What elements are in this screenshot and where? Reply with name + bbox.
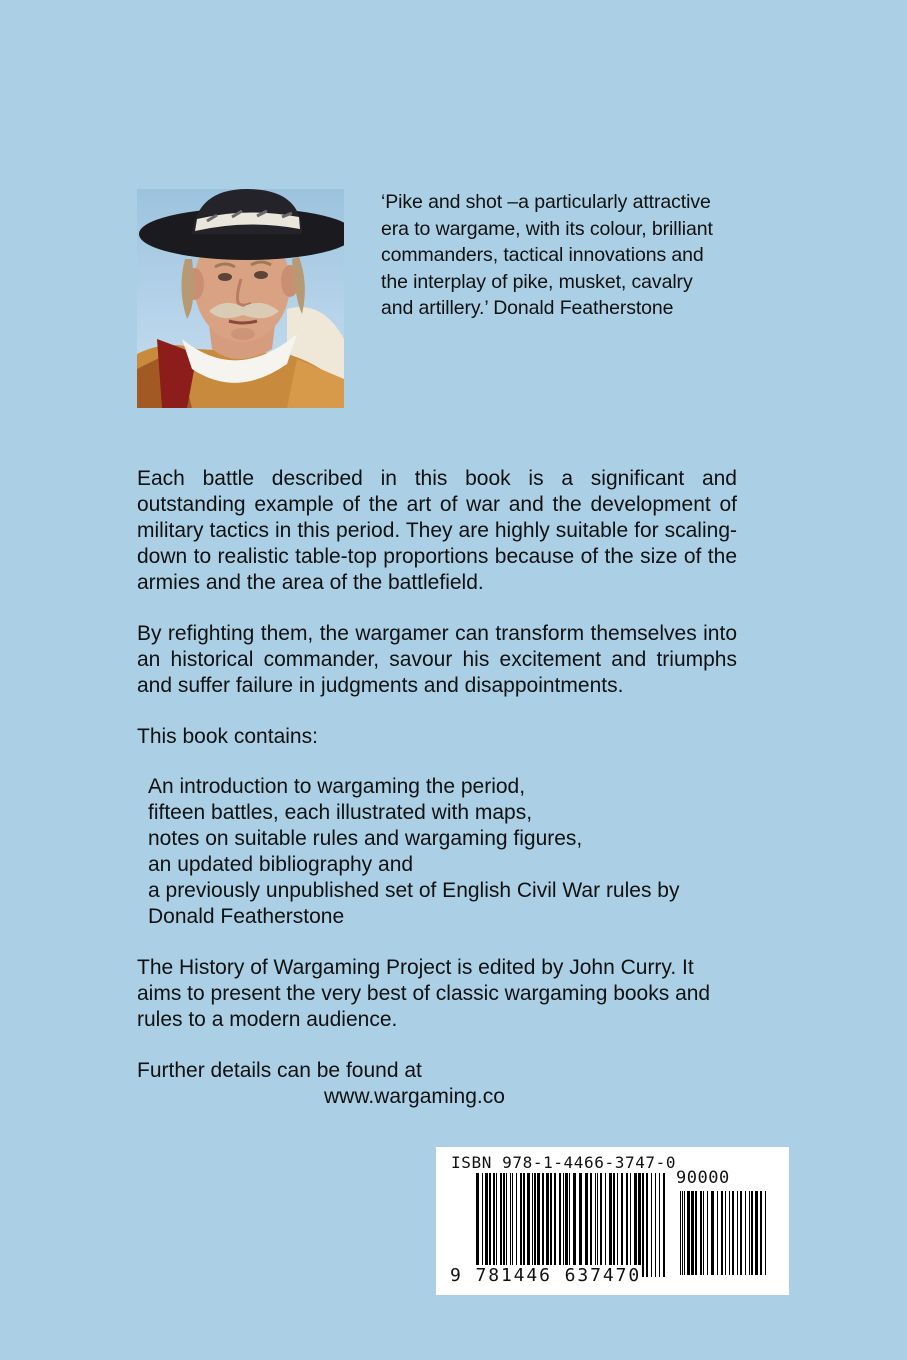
barcode-bar (765, 1191, 766, 1275)
barcode-bar (755, 1191, 758, 1275)
list-item: An introduction to wargaming the period, (148, 775, 526, 798)
barcode-bar (740, 1191, 742, 1275)
barcode-bar (711, 1191, 714, 1275)
barcode-bar (707, 1191, 708, 1275)
barcode-bar (476, 1173, 479, 1277)
barcode-bar (563, 1173, 564, 1277)
barcode-bar (663, 1173, 665, 1277)
battle-description-paragraph: Each battle described in this book is a significant and outstanding example of the art of war and the development of military tactics in this period. They are highly suitable for scaling-down to realistic table-top proportions because of the size of the armies and the area of the battlefield. (137, 467, 737, 594)
barcode-bar (609, 1173, 612, 1277)
project-paragraph: The History of Wargaming Project is edited by John Curry. It aims to present the very best of classic wargaming books and rules to a modern audience. (137, 956, 711, 1031)
isbn-barcode (436, 1147, 789, 1295)
barcode-bar (527, 1173, 530, 1277)
author-portrait (137, 189, 344, 408)
barcode-bar (717, 1191, 718, 1275)
isbn-text: ISBN 978-1-4466-3747-0 (451, 1153, 677, 1172)
contains-heading: This book contains: (137, 725, 318, 748)
barcode-bar (634, 1173, 637, 1277)
barcode-bar (695, 1191, 697, 1275)
barcode-bar (523, 1173, 525, 1277)
barcode-bar (520, 1173, 522, 1277)
further-details-text: Further details can be found at (137, 1059, 422, 1082)
ean-digits: 9 781446 637470 (450, 1265, 642, 1286)
barcode-bar (496, 1173, 497, 1277)
barcode-bar (512, 1173, 513, 1277)
barcode-bar (534, 1173, 536, 1277)
barcode-bar (516, 1173, 517, 1277)
barcode-bar (585, 1173, 588, 1277)
barcode-bar (682, 1191, 683, 1275)
barcode-bar (573, 1173, 576, 1277)
quote-block (381, 189, 781, 322)
barcode-bar (493, 1173, 495, 1277)
quote-line: ‘Pike and shot –a particularly attractive (381, 191, 711, 213)
barcode-bar (732, 1191, 734, 1275)
barcode-bar (510, 1173, 511, 1277)
barcode-bar (600, 1173, 602, 1277)
barcode-bar (579, 1173, 582, 1277)
list-item: Donald Featherstone (148, 905, 345, 928)
barcode-bar (595, 1173, 596, 1277)
barcode-bar (569, 1173, 570, 1277)
portrait-image (137, 189, 344, 408)
barcode-bar (626, 1173, 628, 1277)
barcode-bar (638, 1173, 641, 1277)
barcode-bar (703, 1191, 704, 1275)
barcode-bar (745, 1191, 746, 1275)
quote-line: era to wargame, with its colour, brilliant (381, 217, 713, 240)
barcode-bar (500, 1173, 502, 1277)
list-item: a previously unpublished set of English Civil War rules by (148, 879, 680, 902)
barcode-bar (613, 1173, 615, 1277)
barcode-bar (532, 1173, 533, 1277)
barcode-bar (751, 1191, 753, 1275)
barcode-bar (542, 1173, 544, 1277)
barcode-bar (646, 1173, 648, 1277)
barcode-bar (617, 1173, 618, 1277)
barcode-bar (485, 1173, 488, 1277)
barcode-bar (655, 1173, 656, 1277)
barcode-bar (506, 1173, 507, 1277)
barcode-bar (651, 1173, 652, 1277)
barcode-bar (621, 1173, 623, 1277)
barcode-bar (546, 1173, 549, 1277)
barcode-bar (760, 1191, 762, 1275)
barcode-bar (700, 1191, 702, 1275)
barcode-bar (725, 1191, 726, 1275)
quote-line: commanders, tactical innovations and (381, 244, 704, 266)
list-item: an updated bibliography and (148, 853, 414, 876)
barcode-bar (482, 1173, 483, 1277)
website-link[interactable]: www.wargaming.co (324, 1085, 505, 1108)
barcode-bar (565, 1173, 568, 1277)
barcode-bar (559, 1173, 561, 1277)
barcode-bar (691, 1191, 694, 1275)
barcode-bar (590, 1173, 592, 1277)
contents-list (148, 774, 737, 930)
barcode-bar (642, 1173, 644, 1277)
barcode-bar (749, 1191, 750, 1275)
barcode-bar (684, 1191, 685, 1275)
barcode-bar (659, 1173, 660, 1277)
barcode-bar (687, 1191, 690, 1275)
barcode-bar (537, 1173, 540, 1277)
barcode-bar (605, 1173, 606, 1277)
list-item: fifteen battles, each illustrated with maps, (148, 801, 533, 824)
barcode-bar (503, 1173, 505, 1277)
barcode-bar (597, 1173, 598, 1277)
barcode-bar (729, 1191, 730, 1275)
refighting-paragraph: By refighting them, the wargamer can transform themselves into an historical commander, savour his excitement and triumphs and suffer failure in judgments and disappointments. (137, 622, 737, 697)
barcode-bar (737, 1191, 738, 1275)
barcode-bar (554, 1173, 556, 1277)
barcode-bar (550, 1173, 552, 1277)
barcode-bar (680, 1191, 681, 1275)
price-code: 90000 (676, 1168, 730, 1188)
blurb-text (137, 466, 737, 1110)
barcode-bar (721, 1191, 723, 1275)
list-item: notes on suitable rules and wargaming figures, (148, 827, 583, 850)
quote-line: the interplay of pike, musket, cavalry (381, 270, 693, 293)
barcode-bar (630, 1173, 631, 1277)
quote-line: and artillery.’ Donald Featherstone (381, 297, 674, 319)
barcode-bar (489, 1173, 491, 1277)
